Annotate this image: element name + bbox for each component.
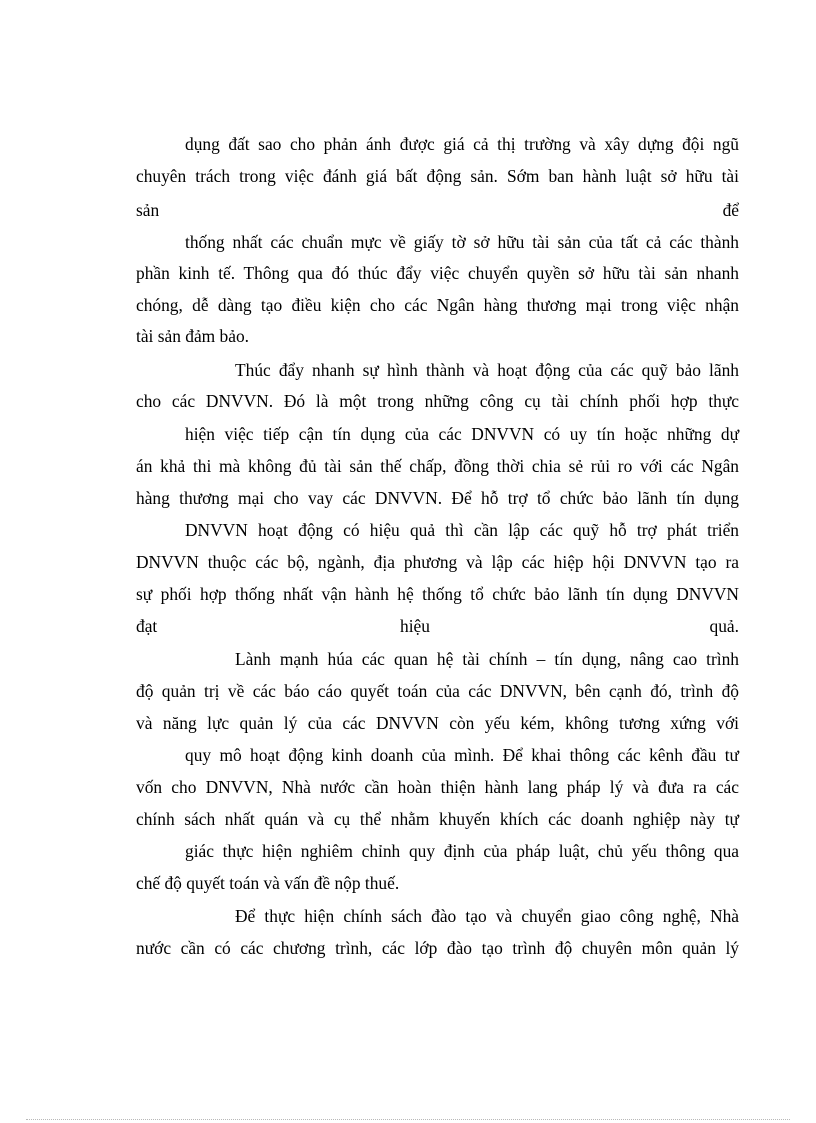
body-text-line: DNVVN thuộc các bộ, ngành, địa phương và lập các hiệp hội DNVVN tạo ra xyxy=(136,552,739,572)
body-text-line: quy mô hoạt động kinh doanh của mình. Để khai thông các kênh đầu tư xyxy=(185,745,739,765)
line-word: để xyxy=(722,200,739,220)
body-text-line: chế độ quyết toán và vấn đề nộp thuế. xyxy=(136,873,400,893)
body-text-line: chính sách nhất quán và cụ thể nhằm khuyến khích các doanh nghiệp này tự xyxy=(136,809,739,829)
body-text-line: Thúc đẩy nhanh sự hình thành và hoạt động của các quỹ bảo lãnh xyxy=(235,360,739,380)
body-text-line: án khả thi mà không đủ tài sản thế chấp, đồng thời chia sẻ rủi ro với các Ngân xyxy=(136,456,739,476)
line-word: quả. xyxy=(709,616,739,636)
body-text-line: hàng thương mại cho vay các DNVVN. Để hỗ trợ tổ chức bảo lãnh tín dụng xyxy=(136,488,739,508)
body-text-line: chóng, dễ dàng tạo điều kiện cho các Ngân hàng thương mại trong việc nhận xyxy=(136,295,739,315)
body-text-line: thống nhất các chuẩn mực về giấy tờ sở hữu tài sản của tất cả các thành xyxy=(185,232,739,252)
body-text-line: cho các DNVVN. Đó là một trong những công cụ tài chính phối hợp thực xyxy=(136,391,739,411)
body-text-line: phần kinh tế. Thông qua đó thúc đẩy việc chuyển quyền sở hữu tài sản nhanh xyxy=(136,263,739,283)
body-text-line: dụng đất sao cho phản ánh được giá cả thị trường và xây dựng đội ngũ xyxy=(185,134,739,154)
body-text-line: Để thực hiện chính sách đào tạo và chuyển giao công nghệ, Nhà xyxy=(235,906,739,926)
body-text-line: và năng lực quản lý của các DNVVN còn yếu kém, không tương xứng với xyxy=(136,713,739,733)
line-word: sản xyxy=(136,200,160,220)
body-text-line: chuyên trách trong việc đánh giá bất động sản. Sớm ban hành luật sở hữu tài xyxy=(136,166,739,186)
page-bottom-divider xyxy=(26,1119,790,1120)
line-word: hiệu xyxy=(400,616,430,636)
body-text-line: DNVVN hoạt động có hiệu quả thì cần lập các quỹ hỗ trợ phát triển xyxy=(185,520,739,540)
body-text-line: vốn cho DNVVN, Nhà nước cần hoàn thiện hành lang pháp lý và đưa ra các xyxy=(136,777,739,797)
line-word: đạt xyxy=(136,616,158,636)
body-text-line: Lành mạnh húa các quan hệ tài chính – tín dụng, nâng cao trình xyxy=(235,649,739,669)
body-text-line: sự phối hợp thống nhất vận hành hệ thống tổ chức bảo lãnh tín dụng DNVVN xyxy=(136,584,739,604)
body-text-line: giác thực hiện nghiêm chỉnh quy định của pháp luật, chủ yếu thông qua xyxy=(185,841,739,861)
body-text-line: nước cần có các chương trình, các lớp đào tạo trình độ chuyên môn quản lý xyxy=(136,938,739,958)
body-text-line: hiện việc tiếp cận tín dụng của các DNVVN có uy tín hoặc những dự xyxy=(185,424,739,444)
body-text-line: tài sản đảm bảo. xyxy=(136,326,250,346)
body-text-line: độ quản trị về các báo cáo quyết toán của các DNVVN, bên cạnh đó, trình độ xyxy=(136,681,739,701)
